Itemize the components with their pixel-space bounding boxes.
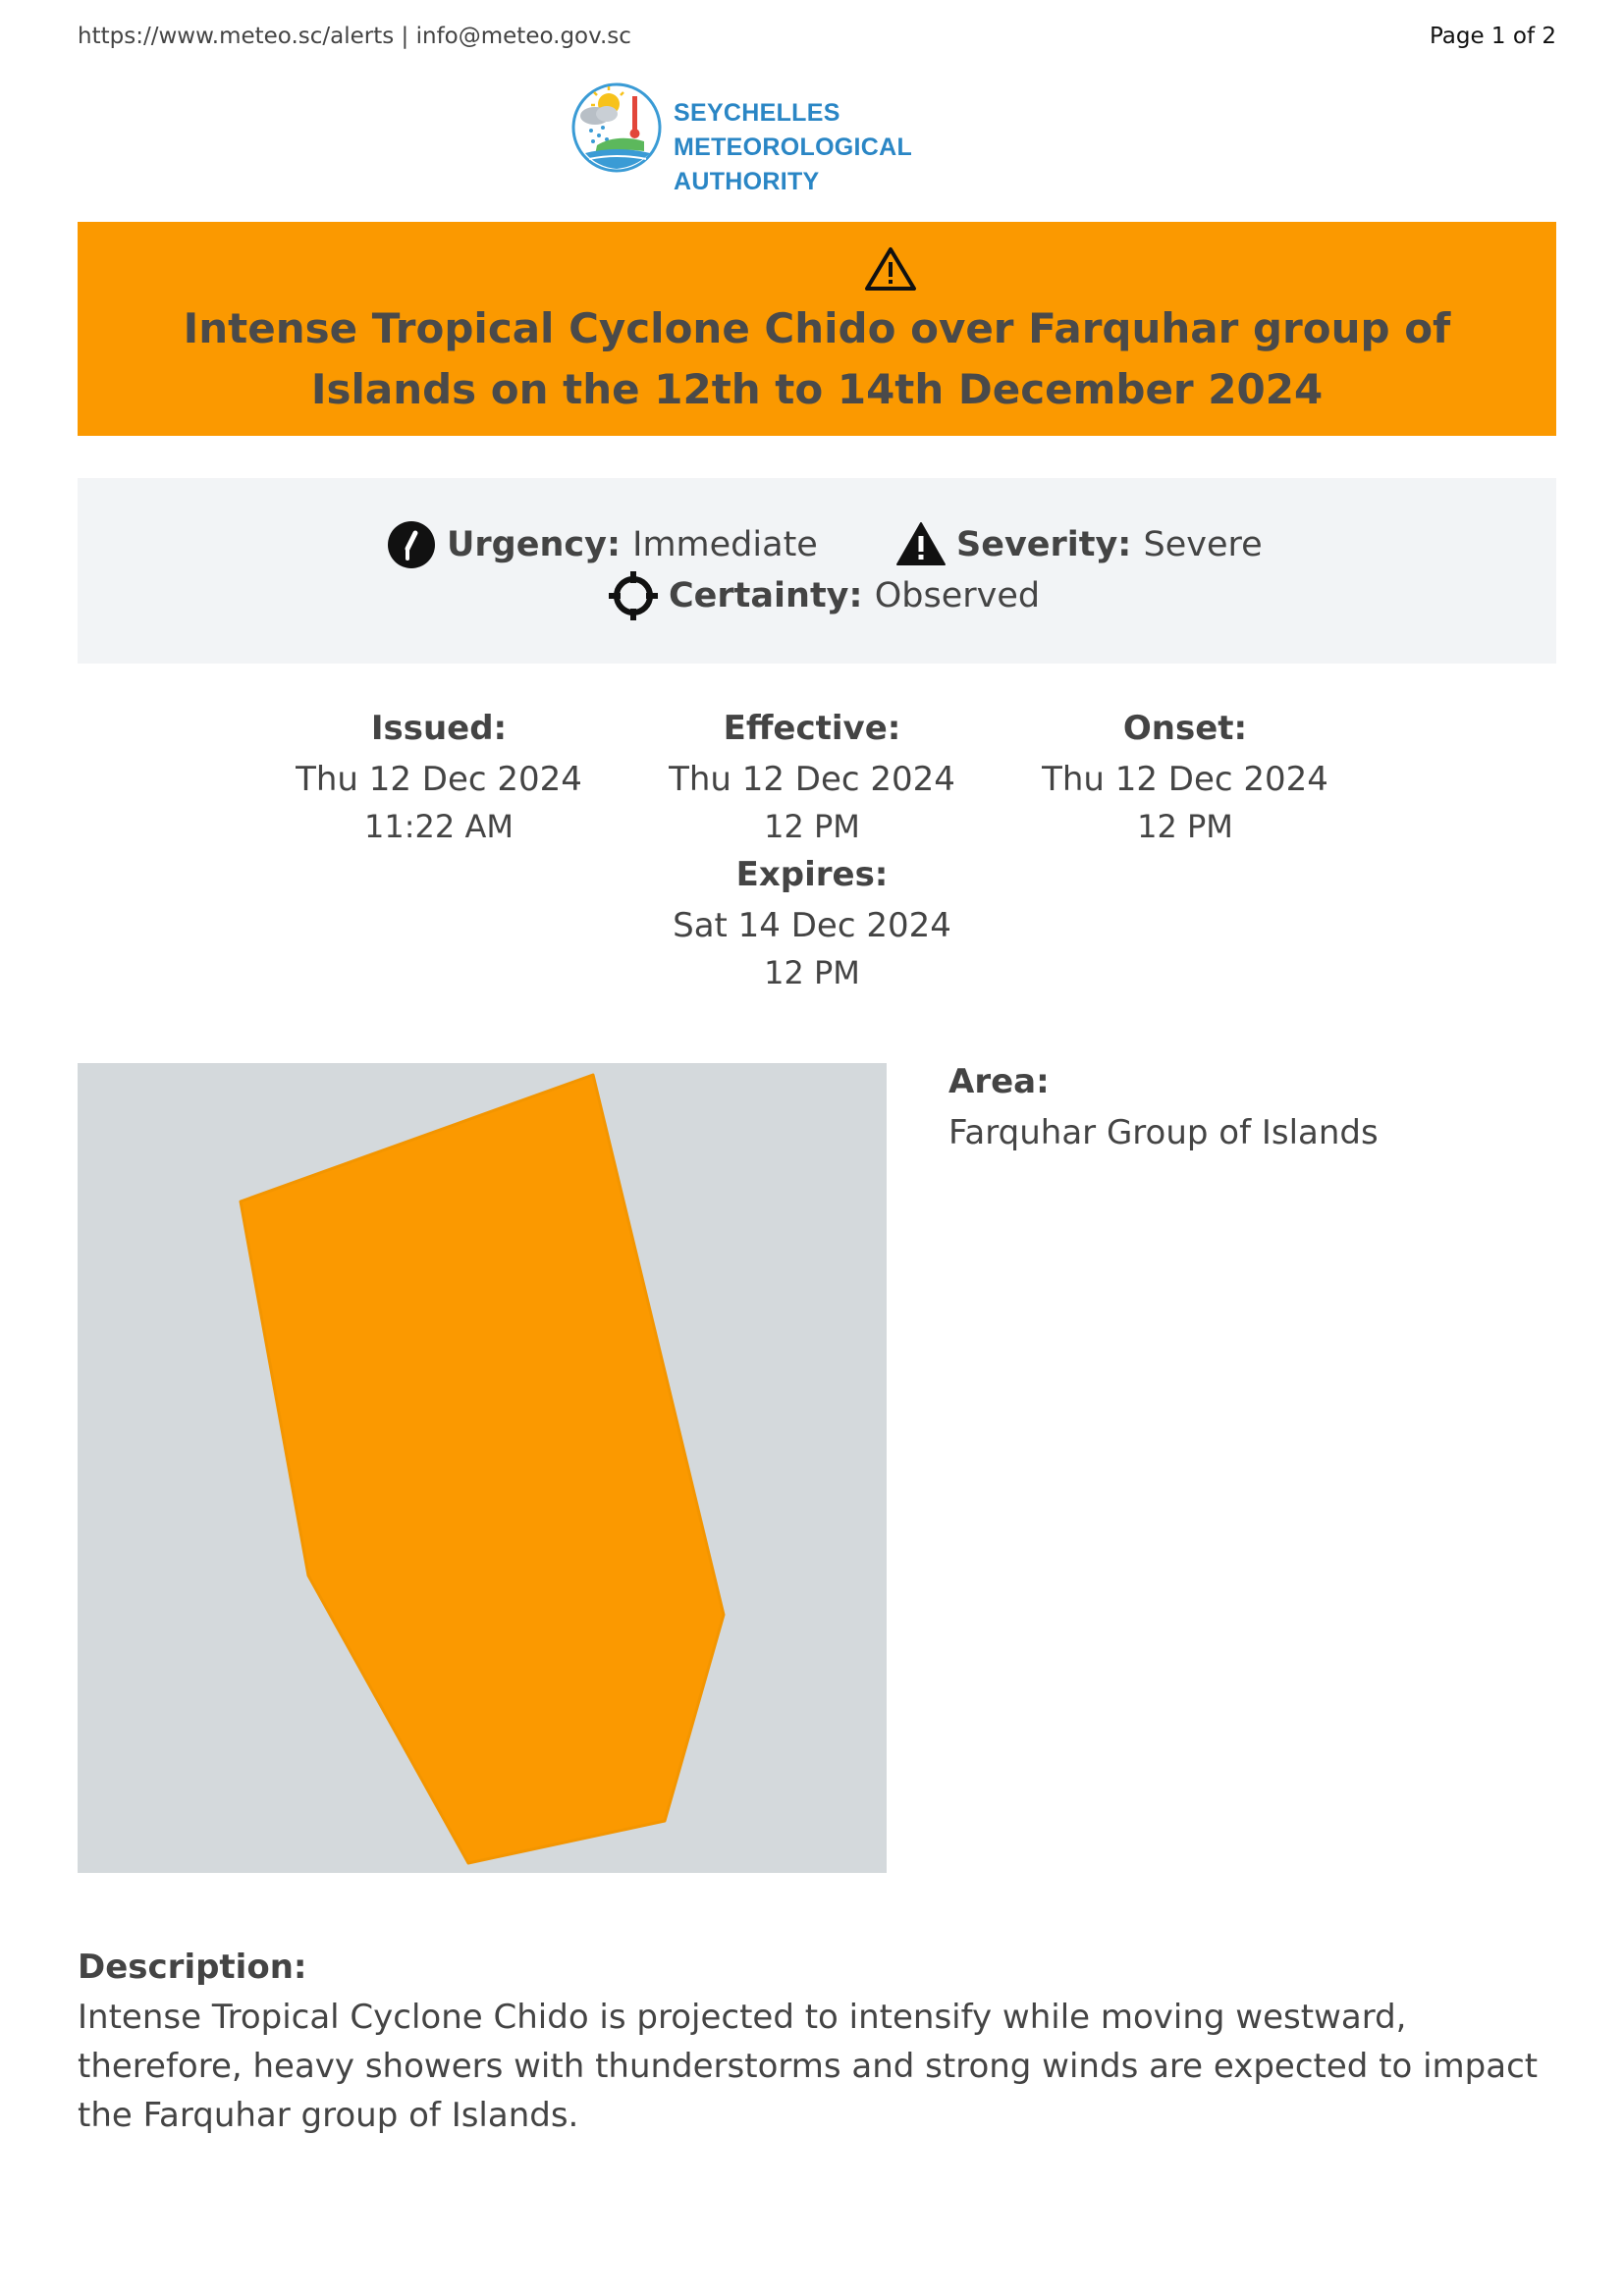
area-label: Area:: [948, 1062, 1050, 1101]
onset-time: 12 PM: [1137, 808, 1233, 845]
certainty-label: Certainty:: [669, 576, 863, 615]
effective-date: Thu 12 Dec 2024: [669, 760, 955, 799]
expires-date: Sat 14 Dec 2024: [673, 906, 951, 945]
description-block: [78, 1942, 1556, 2140]
warning-triangle-icon: [895, 519, 947, 570]
description-label: Description:: [78, 1948, 307, 1987]
area-value: Farquhar Group of Islands: [948, 1113, 1379, 1152]
onset-block: [999, 701, 1372, 850]
expires-time: 12 PM: [764, 954, 860, 991]
effective-time: 12 PM: [764, 808, 860, 845]
urgency-value: Immediate: [632, 525, 818, 564]
alert-area-map: [78, 1063, 887, 1873]
page-header: [78, 24, 1556, 55]
severity-value: Severe: [1143, 525, 1263, 564]
organization-name: SEYCHELLES METEOROLOGICAL AUTHORITY: [674, 99, 913, 195]
issued-time: 11:22 AM: [364, 808, 514, 845]
certainty-value: Observed: [874, 576, 1041, 615]
crosshair-icon: [608, 570, 659, 621]
severity-label: Severity:: [956, 525, 1132, 564]
issued-date: Thu 12 Dec 2024: [296, 760, 582, 799]
description-text: Intense Tropical Cyclone Chido is projected to intensify while moving westward, therefore, heavy showers with thunderstorms and strong winds are expected to impact the Farquhar group of Islands.: [78, 1998, 1539, 2135]
onset-date: Thu 12 Dec 2024: [1042, 760, 1328, 799]
effective-label: Effective:: [723, 709, 901, 748]
expires-label: Expires:: [735, 855, 889, 894]
expires-block: [625, 847, 999, 996]
issued-label: Issued:: [370, 709, 508, 748]
urgency-label: Urgency:: [447, 525, 621, 564]
sma-emblem-icon: [568, 77, 666, 181]
area-block: [948, 1056, 1557, 1158]
contact-url[interactable]: https://www.meteo.sc/alerts | info@meteo.gov.sc: [78, 24, 631, 49]
clock-icon: [386, 519, 437, 570]
onset-label: Onset:: [1122, 709, 1248, 748]
alert-banner: [78, 222, 1556, 436]
sma-logo: [568, 77, 1078, 195]
alert-properties: [78, 478, 1556, 664]
page-number: Page 1 of 2: [1429, 24, 1556, 49]
effective-block: [625, 701, 999, 850]
warning-icon: [864, 245, 917, 293]
alert-title: Intense Tropical Cyclone Chido over Farquhar group of Islands on the 12th to 14th December 2024: [183, 304, 1451, 413]
issued-block: [252, 701, 625, 850]
